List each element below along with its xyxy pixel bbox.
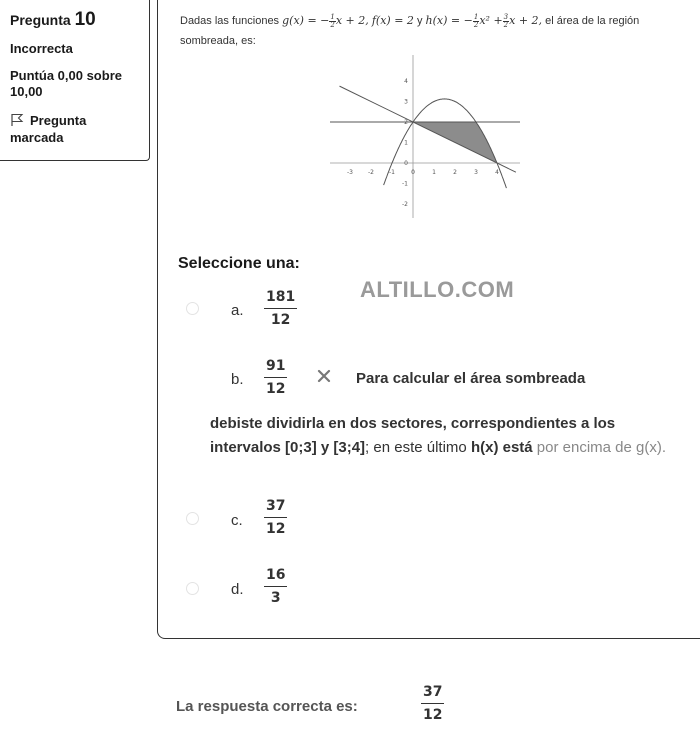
y-tick-label: 3 [404, 98, 408, 106]
question-state: Incorrecta [10, 41, 73, 56]
h-definition [426, 14, 543, 27]
question-stem [180, 11, 670, 51]
half-den-2: 2 [473, 20, 479, 29]
y-tick-label: 1 [404, 139, 408, 147]
question-grade: Puntúa 0,00 sobre 10,00 [10, 68, 122, 99]
incorrect-x-icon [316, 368, 332, 384]
option-d-fraction[interactable] [264, 567, 287, 606]
option-a[interactable] [158, 287, 698, 337]
option-b-letter[interactable]: b. [231, 371, 244, 388]
option-b-num: 91 [264, 358, 287, 378]
stem-prefix: Dadas las funciones [180, 15, 280, 27]
feedback-first-line: Para calcular el área sombreada [356, 370, 586, 387]
feedback-part2: ; en este último [365, 439, 471, 456]
half-num: 1 [330, 12, 335, 21]
threehalves-den: 2 [503, 20, 509, 29]
question-word: Pregunta [10, 12, 71, 28]
f-definition: f(x) = 2 [371, 14, 414, 27]
x-tick-label: 2 [453, 169, 457, 176]
threehalves-num: 3 [503, 12, 509, 21]
flag-question-toggle[interactable] [10, 112, 139, 146]
x-tick-label: 3 [474, 169, 478, 176]
option-a-fraction[interactable] [264, 289, 297, 328]
option-c-den: 12 [266, 521, 286, 537]
h-rhs: x + 2, [509, 14, 543, 27]
g-line [340, 86, 516, 172]
select-one-label: Seleccione una: [178, 255, 300, 272]
question-title [10, 7, 139, 33]
feedback-text [210, 412, 680, 460]
option-b[interactable] [158, 356, 698, 406]
function-graph [330, 55, 520, 218]
x-tick-label: 0 [411, 169, 415, 176]
question-content [157, 0, 700, 639]
y-tick-label: 0 [404, 160, 408, 167]
feedback-part4: por encima de g(x). [532, 439, 667, 456]
h-parabola [384, 99, 507, 188]
option-d-den: 3 [270, 590, 281, 606]
option-c[interactable] [158, 496, 698, 546]
x-tick-label: 1 [432, 169, 436, 176]
y-tick-label: -2 [402, 201, 408, 208]
feedback-part3: h(x) está [470, 439, 533, 456]
correct-answer-num: 37 [421, 684, 444, 704]
x-tick-label: -1 [389, 169, 395, 176]
stem-and: y [416, 15, 423, 27]
stem-suffix: el área de la región sombreada, es: [180, 15, 640, 47]
option-c-fraction[interactable] [264, 498, 287, 537]
question-info-panel [0, 0, 150, 161]
half-num-2: 1 [473, 12, 479, 21]
option-d[interactable] [158, 566, 698, 616]
option-c-radio[interactable] [186, 512, 199, 525]
option-b-radio[interactable] [186, 371, 199, 384]
correct-answer-den: 12 [423, 707, 443, 723]
y-tick-label: 2 [404, 119, 408, 126]
option-a-radio[interactable] [186, 302, 199, 315]
flag-label[interactable]: Pregunta marcada [10, 113, 87, 145]
h-mid: x² + [479, 14, 503, 27]
option-c-letter[interactable]: c. [231, 512, 243, 529]
option-a-num: 181 [264, 289, 297, 309]
correct-answer-label: La respuesta correcta es: [176, 698, 358, 715]
watermark: ALTILLO.COM [360, 277, 515, 302]
feedback-part1: debiste dividirla en dos sectores, correspondientes a los intervalos [0;3] y [3;4] [210, 415, 616, 456]
half-den: 2 [330, 20, 335, 29]
y-tick-label: 4 [404, 78, 408, 85]
option-c-num: 37 [264, 498, 287, 518]
option-b-den: 12 [266, 381, 286, 397]
g-lhs: g(x) = − [282, 14, 330, 27]
question-number: 10 [74, 9, 96, 30]
x-tick-label: 4 [495, 169, 499, 176]
y-tick-label: -1 [402, 180, 408, 188]
option-d-letter[interactable]: d. [231, 581, 244, 598]
option-a-den: 12 [270, 312, 291, 328]
h-lhs: h(x) = − [425, 14, 473, 27]
x-tick-label: -3 [347, 169, 353, 176]
x-tick-label: -2 [368, 169, 374, 176]
correct-answer [176, 684, 476, 734]
correct-answer-fraction [421, 684, 444, 723]
option-a-letter[interactable]: a. [231, 302, 244, 319]
option-d-num: 16 [264, 567, 287, 587]
option-b-fraction[interactable] [264, 358, 287, 397]
option-d-radio[interactable] [186, 582, 199, 595]
flag-icon[interactable] [10, 113, 24, 127]
g-rhs: x + 2, [335, 14, 369, 27]
g-definition [282, 14, 369, 27]
